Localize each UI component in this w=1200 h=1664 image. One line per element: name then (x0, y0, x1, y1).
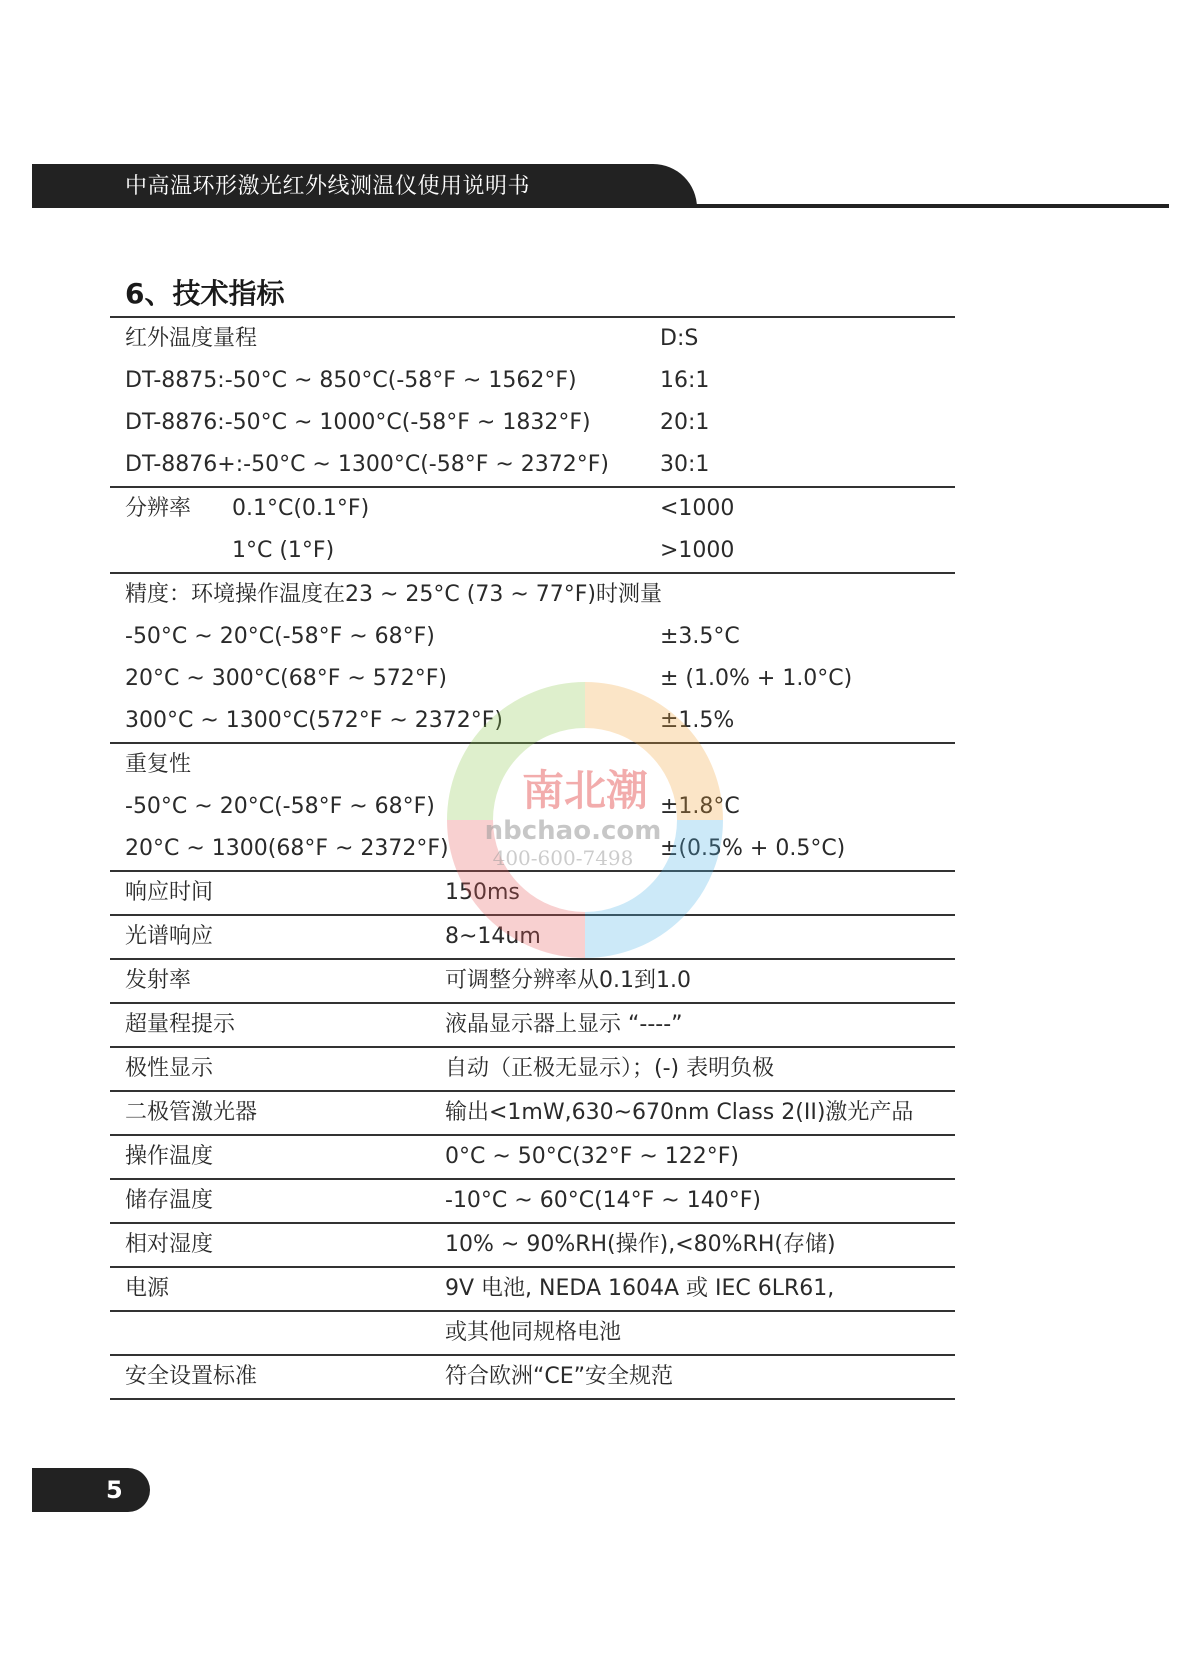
spec-label: 发射率 (125, 968, 192, 993)
accuracy-header-row (110, 574, 955, 616)
accuracy-range: -50°C ~ 20°C(-58°F ~ 68°F) (125, 624, 435, 649)
repeatability-header-row (110, 744, 955, 786)
resolution-value: 1°C (1°F) (232, 538, 335, 563)
accuracy-group (110, 574, 955, 744)
spec-value: 或其他同规格电池 (445, 1320, 622, 1345)
spec-label: 响应时间 (125, 880, 214, 905)
repeatability-group (110, 744, 955, 872)
spec-row-spectral-response (110, 916, 955, 960)
accuracy-label: 精度：环境操作温度在23 ~ 25°C (73 ~ 77°F)时测量 (125, 582, 662, 607)
spec-label: 安全设置标准 (125, 1364, 258, 1389)
accuracy-value: ±1.5% (660, 708, 735, 733)
spec-row-storage-temp (110, 1180, 955, 1224)
spec-value: 自动（正极无显示）；(-) 表明负极 (445, 1056, 775, 1081)
accuracy-row (110, 700, 955, 742)
spec-row-laser (110, 1092, 955, 1136)
range-ratio: 16:1 (660, 368, 710, 393)
repeatability-value: ±(0.5% + 0.5°C) (660, 836, 846, 861)
range-group (110, 318, 955, 488)
repeatability-range: 20°C ~ 1300(68°F ~ 2372°F) (125, 836, 449, 861)
spec-label: 电源 (125, 1276, 170, 1301)
spec-label: 相对湿度 (125, 1232, 214, 1257)
repeatability-row (110, 828, 955, 870)
range-row (110, 444, 955, 486)
repeatability-range: -50°C ~ 20°C(-58°F ~ 68°F) (125, 794, 435, 819)
spec-row-power (110, 1268, 955, 1312)
repeatability-label: 重复性 (125, 752, 192, 777)
resolution-value: 0.1°C(0.1°F) (232, 496, 370, 521)
spec-row-over-range (110, 1004, 955, 1048)
spec-value: 符合欧洲“CE”安全规范 (445, 1364, 674, 1389)
accuracy-row (110, 658, 955, 700)
range-header-row (110, 318, 955, 360)
resolution-condition: >1000 (660, 538, 735, 563)
spec-label: 超量程提示 (125, 1012, 236, 1037)
spec-label: 光谱响应 (125, 924, 214, 949)
spec-row-power-cont (110, 1312, 955, 1356)
spec-value: 150ms (445, 880, 520, 905)
resolution-label: 分辨率 (125, 496, 192, 521)
spec-value: 0°C ~ 50°C(32°F ~ 122°F) (445, 1144, 740, 1169)
spec-row-emissivity (110, 960, 955, 1004)
spec-label: 储存温度 (125, 1188, 214, 1213)
range-model: DT-8876+:-50°C ~ 1300°C(-58°F ~ 2372°F) (125, 452, 610, 477)
range-row (110, 360, 955, 402)
accuracy-value: ± (1.0% + 1.0°C) (660, 666, 853, 691)
page-badge (32, 1468, 150, 1512)
resolution-row (110, 488, 955, 530)
spec-row-safety (110, 1356, 955, 1400)
spec-value: 液晶显示器上显示 “----” (445, 1012, 683, 1037)
watermark-brand: 南北潮 (521, 766, 649, 815)
resolution-condition: <1000 (660, 496, 735, 521)
watermark-site: nbchao.com (484, 816, 662, 846)
accuracy-row (110, 616, 955, 658)
range-model: DT-8875:-50°C ~ 850°C(-58°F ~ 1562°F) (125, 368, 577, 393)
spec-value: 8~14um (445, 924, 541, 949)
range-label: 红外温度量程 (125, 326, 258, 351)
spec-value: 10% ~ 90%RH(操作),<80%RH(存储) (445, 1232, 836, 1257)
document-title: 中高温环形激光红外线测温仪使用说明书 (125, 174, 531, 199)
spec-label: 操作温度 (125, 1144, 214, 1169)
range-row (110, 402, 955, 444)
resolution-row (110, 530, 955, 572)
ds-header: D:S (660, 326, 699, 351)
accuracy-value: ±3.5°C (660, 624, 740, 649)
spec-value: 9V 电池, NEDA 1604A 或 IEC 6LR61, (445, 1276, 835, 1301)
spec-value: 可调整分辨率从0.1到1.0 (445, 968, 691, 993)
header-rule (32, 204, 1169, 208)
spec-table (110, 316, 955, 1400)
spec-value: -10°C ~ 60°C(14°F ~ 140°F) (445, 1188, 761, 1213)
spec-row-humidity (110, 1224, 955, 1268)
spec-value: 输出<1mW,630~670nm Class 2(II)激光产品 (445, 1100, 914, 1125)
repeatability-value: ±1.8°C (660, 794, 740, 819)
watermark-phone: 400-600-7498 (492, 846, 634, 870)
page-number: 5 (106, 1476, 123, 1504)
accuracy-range: 20°C ~ 300°C(68°F ~ 572°F) (125, 666, 448, 691)
resolution-group (110, 488, 955, 574)
range-ratio: 30:1 (660, 452, 710, 477)
spec-label: 二极管激光器 (125, 1100, 258, 1125)
spec-row-response-time (110, 872, 955, 916)
accuracy-range: 300°C ~ 1300°C(572°F ~ 2372°F) (125, 708, 503, 733)
section-title: 6、技术指标 (125, 277, 285, 310)
repeatability-row (110, 786, 955, 828)
range-ratio: 20:1 (660, 410, 710, 435)
spec-row-polarity (110, 1048, 955, 1092)
range-model: DT-8876:-50°C ~ 1000°C(-58°F ~ 1832°F) (125, 410, 591, 435)
spec-label: 极性显示 (125, 1056, 214, 1081)
spec-row-operating-temp (110, 1136, 955, 1180)
